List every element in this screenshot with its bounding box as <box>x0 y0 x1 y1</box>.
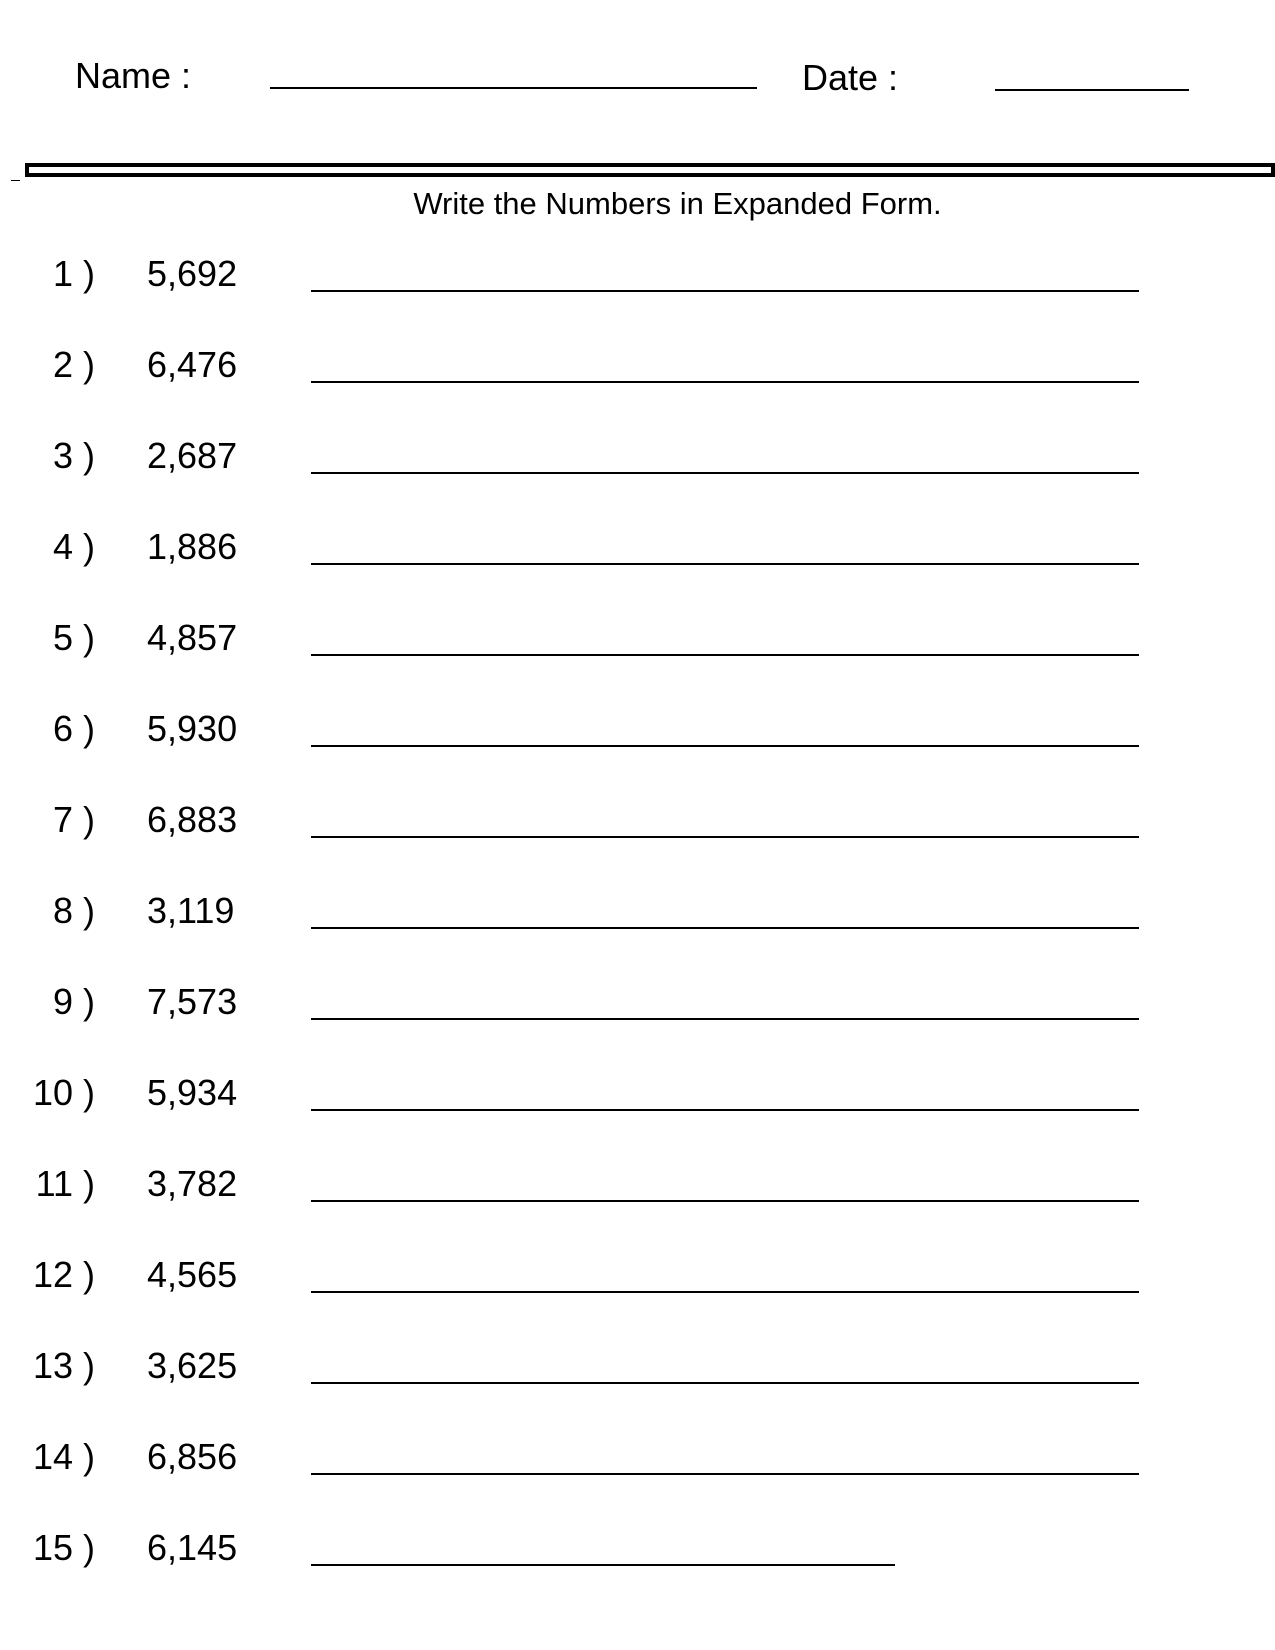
answer-line <box>311 654 1139 656</box>
answer-line <box>311 1018 1139 1020</box>
problem-value: 6,476 <box>147 344 238 385</box>
problem-row <box>0 889 1275 980</box>
problem-value: 5,934 <box>147 1072 238 1113</box>
problem-value: 3,782 <box>147 1163 238 1204</box>
problem-value: 2,687 <box>147 435 238 476</box>
answer-line <box>311 290 1139 292</box>
header-divider <box>25 163 1275 177</box>
problem-value: 7,573 <box>147 981 238 1022</box>
problem-number: 1 ) <box>52 253 95 294</box>
instructions-heading: Write the Numbers in Expanded Form. <box>413 186 942 221</box>
answer-line <box>311 1473 1139 1475</box>
answer-line <box>311 927 1139 929</box>
problem-value: 3,119 <box>147 890 235 931</box>
problem-row <box>0 1253 1275 1344</box>
margin-tick <box>11 180 20 181</box>
problem-value: 4,857 <box>147 617 238 658</box>
problem-value: 4,565 <box>147 1254 238 1295</box>
problem-list <box>0 252 1275 1617</box>
problem-number: 11 ) <box>35 1163 95 1204</box>
problem-number: 14 ) <box>32 1436 95 1477</box>
problem-value: 5,692 <box>147 253 238 294</box>
problem-value: 6,145 <box>147 1527 238 1568</box>
problem-row <box>0 1071 1275 1162</box>
answer-line <box>311 1564 895 1566</box>
answer-line <box>311 836 1139 838</box>
problem-row <box>0 707 1275 798</box>
problem-value: 5,930 <box>147 708 238 749</box>
problem-row <box>0 1162 1275 1253</box>
date-blank-line <box>995 89 1189 91</box>
name-blank-line <box>270 87 757 89</box>
problem-value: 6,856 <box>147 1436 238 1477</box>
problem-number: 8 ) <box>52 890 95 931</box>
problem-number: 9 ) <box>52 981 95 1022</box>
problem-number: 5 ) <box>52 617 95 658</box>
problem-number: 6 ) <box>52 708 95 749</box>
problem-number: 15 ) <box>32 1527 95 1568</box>
answer-line <box>311 745 1139 747</box>
answer-line <box>311 1382 1139 1384</box>
answer-line <box>311 472 1139 474</box>
date-label: Date : <box>802 57 899 98</box>
problem-row <box>0 343 1275 434</box>
problem-value: 3,625 <box>147 1345 238 1386</box>
problem-number: 10 ) <box>32 1072 95 1113</box>
problem-row <box>0 252 1275 343</box>
problem-row <box>0 1344 1275 1435</box>
answer-line <box>311 1291 1139 1293</box>
problem-row <box>0 525 1275 616</box>
answer-line <box>311 381 1139 383</box>
problem-row <box>0 616 1275 707</box>
problem-number: 2 ) <box>52 344 95 385</box>
problem-number: 13 ) <box>32 1345 95 1386</box>
problem-number: 12 ) <box>32 1254 95 1295</box>
problem-row <box>0 980 1275 1071</box>
answer-line <box>311 1200 1139 1202</box>
problem-row <box>0 798 1275 889</box>
problem-value: 6,883 <box>147 799 238 840</box>
answer-line <box>311 563 1139 565</box>
problem-row <box>0 434 1275 525</box>
answer-line <box>311 1109 1139 1111</box>
problem-number: 4 ) <box>52 526 95 567</box>
problem-number: 3 ) <box>52 435 95 476</box>
name-label: Name : <box>75 55 192 96</box>
problem-row <box>0 1526 1275 1617</box>
problem-value: 1,886 <box>147 526 238 567</box>
problem-row <box>0 1435 1275 1526</box>
problem-number: 7 ) <box>52 799 95 840</box>
